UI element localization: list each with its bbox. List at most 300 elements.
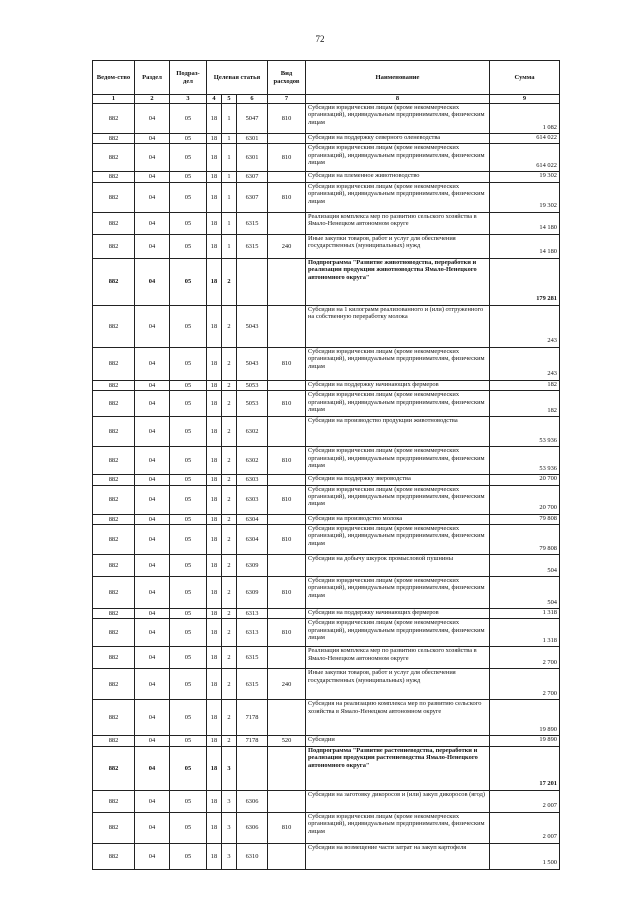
- subprogram-code-cell: 3: [222, 843, 237, 869]
- department-cell: 882: [93, 609, 135, 619]
- expense-type-cell: [268, 258, 306, 305]
- direction-code-cell: 6306: [237, 812, 268, 843]
- expense-type-cell: [268, 417, 306, 447]
- section-cell: 04: [135, 182, 170, 212]
- amount-cell: 79 808: [490, 514, 560, 524]
- program-code-cell: 18: [207, 447, 222, 475]
- expense-type-cell: [268, 647, 306, 669]
- name-cell: Субсидии на поддержку северного оленеводства: [306, 134, 490, 144]
- program-code-cell: 18: [207, 234, 222, 258]
- expense-type-cell: [268, 305, 306, 347]
- program-code-cell: 18: [207, 347, 222, 380]
- department-cell: 882: [93, 514, 135, 524]
- subsection-cell: 05: [170, 790, 207, 812]
- table-row: [93, 647, 560, 669]
- table-row: [93, 447, 560, 475]
- table-row: [93, 746, 560, 790]
- subsection-cell: 05: [170, 258, 207, 305]
- subsection-cell: 05: [170, 104, 207, 134]
- department-cell: 882: [93, 212, 135, 234]
- name-cell: Субсидии на поддержку начинающих фермеров: [306, 609, 490, 619]
- subprogram-code-cell: 3: [222, 790, 237, 812]
- name-cell: Субсидии юридическим лицам (кроме некоммерческих организаций), индивидуальным предпринимателям, физическим лицам: [306, 577, 490, 609]
- program-code-cell: 18: [207, 746, 222, 790]
- expense-type-cell: [268, 746, 306, 790]
- direction-code-cell: 6304: [237, 525, 268, 555]
- expense-type-cell: [268, 555, 306, 577]
- subprogram-code-cell: 1: [222, 234, 237, 258]
- department-cell: 882: [93, 485, 135, 514]
- name-cell: Субсидии на заготовку дикоросов и (или) закуп дикоросов (ягод): [306, 790, 490, 812]
- subprogram-code-cell: 2: [222, 258, 237, 305]
- table-row: [93, 609, 560, 619]
- section-cell: 04: [135, 647, 170, 669]
- department-cell: 882: [93, 234, 135, 258]
- expense-type-cell: [268, 790, 306, 812]
- section-cell: 04: [135, 380, 170, 390]
- program-code-cell: 18: [207, 485, 222, 514]
- amount-cell: 2 700: [490, 647, 560, 669]
- amount-cell: 53 936: [490, 417, 560, 447]
- section-cell: 04: [135, 104, 170, 134]
- subprogram-code-cell: 2: [222, 417, 237, 447]
- expense-type-cell: 810: [268, 104, 306, 134]
- column-number: 5: [222, 95, 237, 104]
- department-cell: 882: [93, 417, 135, 447]
- name-cell: Субсидии юридическим лицам (кроме некоммерческих организаций), индивидуальным предпринимателям, физическим лицам: [306, 182, 490, 212]
- name-cell: Субсидии на возмещение части затрат на закуп картофеля: [306, 843, 490, 869]
- subprogram-code-cell: 2: [222, 736, 237, 746]
- section-cell: 04: [135, 609, 170, 619]
- direction-code-cell: 6309: [237, 555, 268, 577]
- program-code-cell: 18: [207, 647, 222, 669]
- header-target-item: Целевая статья: [207, 61, 268, 95]
- subsection-cell: 05: [170, 234, 207, 258]
- subprogram-code-cell: 2: [222, 609, 237, 619]
- name-cell: Субсидии юридическим лицам (кроме некоммерческих организаций), индивидуальным предпринимателям, физическим лицам: [306, 347, 490, 380]
- direction-code-cell: 6303: [237, 475, 268, 485]
- name-cell: Субсидии юридическим лицам (кроме некоммерческих организаций), индивидуальным предпринимателям, физическим лицам: [306, 391, 490, 417]
- subprogram-code-cell: 1: [222, 134, 237, 144]
- name-cell: Субсидии юридическим лицам (кроме некоммерческих организаций), индивидуальным предпринимателям, физическим лицам: [306, 812, 490, 843]
- department-cell: 882: [93, 347, 135, 380]
- section-cell: 04: [135, 619, 170, 647]
- expense-type-cell: [268, 380, 306, 390]
- subsection-cell: 05: [170, 843, 207, 869]
- subsection-cell: 05: [170, 609, 207, 619]
- direction-code-cell: 5053: [237, 391, 268, 417]
- program-code-cell: 18: [207, 555, 222, 577]
- expense-type-cell: [268, 172, 306, 182]
- program-code-cell: 18: [207, 619, 222, 647]
- direction-code-cell: 6315: [237, 212, 268, 234]
- direction-code-cell: 6309: [237, 577, 268, 609]
- table-row: [93, 347, 560, 380]
- subprogram-code-cell: 1: [222, 172, 237, 182]
- subsection-cell: 05: [170, 305, 207, 347]
- table-row: [93, 700, 560, 736]
- program-code-cell: 18: [207, 134, 222, 144]
- direction-code-cell: 6310: [237, 843, 268, 869]
- section-cell: 04: [135, 746, 170, 790]
- expense-type-cell: [268, 700, 306, 736]
- expense-type-cell: 240: [268, 234, 306, 258]
- name-cell: Субсидии на племенное животноводство: [306, 172, 490, 182]
- amount-cell: 19 890: [490, 736, 560, 746]
- subsection-cell: 05: [170, 417, 207, 447]
- name-cell: Субсидии на поддержку начинающих фермеров: [306, 380, 490, 390]
- section-cell: 04: [135, 555, 170, 577]
- program-code-cell: 18: [207, 380, 222, 390]
- expense-type-cell: 810: [268, 812, 306, 843]
- table-row: [93, 104, 560, 134]
- department-cell: 882: [93, 647, 135, 669]
- column-number: 1: [93, 95, 135, 104]
- expense-type-cell: 810: [268, 182, 306, 212]
- subsection-cell: 05: [170, 525, 207, 555]
- name-cell: Субсидии: [306, 736, 490, 746]
- amount-cell: 53 936: [490, 447, 560, 475]
- department-cell: 882: [93, 380, 135, 390]
- name-cell: Субсидии юридическим лицам (кроме некоммерческих организаций), индивидуальным предпринимателям, физическим лицам: [306, 619, 490, 647]
- table-row: [93, 843, 560, 869]
- table-row: [93, 234, 560, 258]
- header-section: Раздел: [135, 61, 170, 95]
- name-cell: Субсидии юридическим лицам (кроме некоммерческих организаций), индивидуальным предпринимателям, физическим лицам: [306, 485, 490, 514]
- direction-code-cell: 5043: [237, 347, 268, 380]
- table-row: [93, 134, 560, 144]
- subprogram-code-cell: 3: [222, 812, 237, 843]
- section-cell: 04: [135, 172, 170, 182]
- name-cell: Субсидии на 1 килограмм реализованного и (или) отгруженного на собственную переработку молока: [306, 305, 490, 347]
- program-code-cell: 18: [207, 609, 222, 619]
- program-code-cell: 18: [207, 212, 222, 234]
- program-code-cell: 18: [207, 843, 222, 869]
- subprogram-code-cell: 1: [222, 144, 237, 172]
- table-row: [93, 417, 560, 447]
- subsection-cell: 05: [170, 746, 207, 790]
- header-department: Ведом-ство: [93, 61, 135, 95]
- amount-cell: 79 808: [490, 525, 560, 555]
- subsection-cell: 05: [170, 647, 207, 669]
- expense-type-cell: 810: [268, 485, 306, 514]
- program-code-cell: 18: [207, 790, 222, 812]
- amount-cell: 504: [490, 577, 560, 609]
- department-cell: 882: [93, 305, 135, 347]
- table-row: [93, 144, 560, 172]
- department-cell: 882: [93, 700, 135, 736]
- column-number: 8: [306, 95, 490, 104]
- subprogram-code-cell: 2: [222, 647, 237, 669]
- direction-code-cell: 6307: [237, 182, 268, 212]
- subsection-cell: 05: [170, 700, 207, 736]
- department-cell: 882: [93, 134, 135, 144]
- name-cell: Субсидии юридическим лицам (кроме некоммерческих организаций), индивидуальным предпринимателям, физическим лицам: [306, 525, 490, 555]
- section-cell: 04: [135, 700, 170, 736]
- column-number-row: [93, 95, 560, 104]
- direction-code-cell: 6303: [237, 485, 268, 514]
- table-row: [93, 172, 560, 182]
- table-row: [93, 577, 560, 609]
- subprogram-code-cell: 2: [222, 475, 237, 485]
- table-row: [93, 525, 560, 555]
- table-row: [93, 669, 560, 700]
- subsection-cell: 05: [170, 447, 207, 475]
- direction-code-cell: 5043: [237, 305, 268, 347]
- subsection-cell: 05: [170, 736, 207, 746]
- direction-code-cell: 7178: [237, 700, 268, 736]
- direction-code-cell: 6301: [237, 134, 268, 144]
- subsection-cell: 05: [170, 182, 207, 212]
- program-code-cell: 18: [207, 514, 222, 524]
- direction-code-cell: 6302: [237, 417, 268, 447]
- amount-cell: 2 700: [490, 669, 560, 700]
- amount-cell: 182: [490, 391, 560, 417]
- amount-cell: 14 180: [490, 212, 560, 234]
- budget-table: [92, 60, 560, 870]
- direction-code-cell: 5047: [237, 104, 268, 134]
- section-cell: 04: [135, 577, 170, 609]
- program-code-cell: 18: [207, 305, 222, 347]
- subsection-cell: 05: [170, 577, 207, 609]
- name-cell: Субсидии юридическим лицам (кроме некоммерческих организаций), индивидуальным предпринимателям, физическим лицам: [306, 144, 490, 172]
- expense-type-cell: [268, 843, 306, 869]
- department-cell: 882: [93, 475, 135, 485]
- table-row: [93, 555, 560, 577]
- expense-type-cell: [268, 475, 306, 485]
- expense-type-cell: 810: [268, 347, 306, 380]
- table-row: [93, 391, 560, 417]
- direction-code-cell: 6315: [237, 234, 268, 258]
- expense-type-cell: 810: [268, 447, 306, 475]
- subsection-cell: 05: [170, 812, 207, 843]
- expense-type-cell: 240: [268, 669, 306, 700]
- expense-type-cell: 810: [268, 525, 306, 555]
- department-cell: 882: [93, 391, 135, 417]
- amount-cell: 614 022: [490, 144, 560, 172]
- name-cell: Подпрограмма "Развитие растениеводства, переработки и реализации продукции растениеводства Ямало-Ненецкого автономного округа": [306, 746, 490, 790]
- subprogram-code-cell: 2: [222, 380, 237, 390]
- table-row: [93, 182, 560, 212]
- expense-type-cell: [268, 514, 306, 524]
- department-cell: 882: [93, 790, 135, 812]
- direction-code-cell: 6313: [237, 619, 268, 647]
- name-cell: Субсидии на производство продукции животноводства: [306, 417, 490, 447]
- name-cell: Подпрограмма "Развитие животноводства, переработки и реализации продукции животноводства Ямало-Ненецкого автономного округа": [306, 258, 490, 305]
- table-row: [93, 514, 560, 524]
- table-row: [93, 212, 560, 234]
- expense-type-cell: 810: [268, 144, 306, 172]
- direction-code-cell: 6307: [237, 172, 268, 182]
- section-cell: 04: [135, 514, 170, 524]
- department-cell: 882: [93, 736, 135, 746]
- amount-cell: 2 007: [490, 790, 560, 812]
- program-code-cell: 18: [207, 700, 222, 736]
- table-row: [93, 258, 560, 305]
- department-cell: 882: [93, 812, 135, 843]
- direction-code-cell: 6315: [237, 669, 268, 700]
- subprogram-code-cell: 2: [222, 447, 237, 475]
- name-cell: Субсидии юридическим лицам (кроме некоммерческих организаций), индивидуальным предпринимателям, физическим лицам: [306, 104, 490, 134]
- section-cell: 04: [135, 234, 170, 258]
- subprogram-code-cell: 2: [222, 391, 237, 417]
- department-cell: 882: [93, 746, 135, 790]
- program-code-cell: 18: [207, 391, 222, 417]
- amount-cell: 179 281: [490, 258, 560, 305]
- direction-code-cell: [237, 746, 268, 790]
- subprogram-code-cell: 2: [222, 669, 237, 700]
- section-cell: 04: [135, 212, 170, 234]
- department-cell: 882: [93, 669, 135, 700]
- subsection-cell: 05: [170, 619, 207, 647]
- program-code-cell: 18: [207, 172, 222, 182]
- amount-cell: 243: [490, 347, 560, 380]
- direction-code-cell: 6306: [237, 790, 268, 812]
- section-cell: 04: [135, 134, 170, 144]
- subsection-cell: 05: [170, 347, 207, 380]
- subprogram-code-cell: 2: [222, 619, 237, 647]
- amount-cell: 14 180: [490, 234, 560, 258]
- program-code-cell: 18: [207, 104, 222, 134]
- table-row: [93, 790, 560, 812]
- section-cell: 04: [135, 447, 170, 475]
- subprogram-code-cell: 2: [222, 525, 237, 555]
- amount-cell: 243: [490, 305, 560, 347]
- direction-code-cell: 6315: [237, 647, 268, 669]
- amount-cell: 182: [490, 380, 560, 390]
- section-cell: 04: [135, 347, 170, 380]
- name-cell: Субсидии на производство молока: [306, 514, 490, 524]
- direction-code-cell: 6313: [237, 609, 268, 619]
- section-cell: 04: [135, 736, 170, 746]
- direction-code-cell: 6302: [237, 447, 268, 475]
- subsection-cell: 05: [170, 134, 207, 144]
- expense-type-cell: 810: [268, 391, 306, 417]
- amount-cell: 504: [490, 555, 560, 577]
- department-cell: 882: [93, 525, 135, 555]
- amount-cell: 20 700: [490, 485, 560, 514]
- section-cell: 04: [135, 812, 170, 843]
- column-number: 4: [207, 95, 222, 104]
- table-row: [93, 485, 560, 514]
- amount-cell: 614 022: [490, 134, 560, 144]
- name-cell: Иные закупки товаров, работ и услуг для обеспечения государственных (муниципальных) нужд: [306, 234, 490, 258]
- subprogram-code-cell: 2: [222, 347, 237, 380]
- section-cell: 04: [135, 258, 170, 305]
- department-cell: 882: [93, 182, 135, 212]
- subprogram-code-cell: 3: [222, 746, 237, 790]
- subsection-cell: 05: [170, 475, 207, 485]
- name-cell: Реализация комплекса мер по развитию сельского хозяйства в Ямало-Ненецком автономном округе: [306, 647, 490, 669]
- subprogram-code-cell: 2: [222, 555, 237, 577]
- amount-cell: 1 500: [490, 843, 560, 869]
- subsection-cell: 05: [170, 380, 207, 390]
- section-cell: 04: [135, 144, 170, 172]
- subsection-cell: 05: [170, 514, 207, 524]
- program-code-cell: 18: [207, 417, 222, 447]
- expense-type-cell: [268, 212, 306, 234]
- department-cell: 882: [93, 555, 135, 577]
- department-cell: 882: [93, 619, 135, 647]
- subsection-cell: 05: [170, 144, 207, 172]
- subprogram-code-cell: 2: [222, 305, 237, 347]
- expense-type-cell: 810: [268, 619, 306, 647]
- name-cell: Субсидии юридическим лицам (кроме некоммерческих организаций), индивидуальным предпринимателям, физическим лицам: [306, 447, 490, 475]
- amount-cell: 19 302: [490, 172, 560, 182]
- table-row: [93, 619, 560, 647]
- amount-cell: 1 318: [490, 609, 560, 619]
- header-amount: Сумма: [490, 61, 560, 95]
- table-row: [93, 736, 560, 746]
- direction-code-cell: 6304: [237, 514, 268, 524]
- subsection-cell: 05: [170, 172, 207, 182]
- header-name: Наименование: [306, 61, 490, 95]
- subprogram-code-cell: 2: [222, 577, 237, 609]
- direction-code-cell: 7178: [237, 736, 268, 746]
- section-cell: 04: [135, 843, 170, 869]
- subsection-cell: 05: [170, 391, 207, 417]
- header-row: [93, 61, 560, 95]
- program-code-cell: 18: [207, 258, 222, 305]
- name-cell: Реализация комплекса мер по развитию сельского хозяйства в Ямало-Ненецком автономном округе: [306, 212, 490, 234]
- direction-code-cell: 5053: [237, 380, 268, 390]
- department-cell: 882: [93, 258, 135, 305]
- amount-cell: 2 007: [490, 812, 560, 843]
- department-cell: 882: [93, 104, 135, 134]
- subsection-cell: 05: [170, 669, 207, 700]
- amount-cell: 19 302: [490, 182, 560, 212]
- department-cell: 882: [93, 144, 135, 172]
- table-row: [93, 380, 560, 390]
- program-code-cell: 18: [207, 182, 222, 212]
- section-cell: 04: [135, 790, 170, 812]
- expense-type-cell: 810: [268, 577, 306, 609]
- department-cell: 882: [93, 172, 135, 182]
- subprogram-code-cell: 1: [222, 182, 237, 212]
- subsection-cell: 05: [170, 485, 207, 514]
- subprogram-code-cell: 1: [222, 104, 237, 134]
- amount-cell: 19 890: [490, 700, 560, 736]
- program-code-cell: 18: [207, 736, 222, 746]
- section-cell: 04: [135, 669, 170, 700]
- amount-cell: 17 201: [490, 746, 560, 790]
- department-cell: 882: [93, 843, 135, 869]
- table-row: [93, 812, 560, 843]
- section-cell: 04: [135, 391, 170, 417]
- name-cell: Субсидии на добычу шкурок промысловой пушнины: [306, 555, 490, 577]
- subprogram-code-cell: 2: [222, 485, 237, 514]
- amount-cell: 1 318: [490, 619, 560, 647]
- name-cell: Субсидии на поддержку звероводства: [306, 475, 490, 485]
- department-cell: 882: [93, 577, 135, 609]
- table-row: [93, 475, 560, 485]
- subprogram-code-cell: 2: [222, 700, 237, 736]
- program-code-cell: 18: [207, 144, 222, 172]
- program-code-cell: 18: [207, 577, 222, 609]
- name-cell: Иные закупки товаров, работ и услуг для обеспечения государственных (муниципальных) нужд: [306, 669, 490, 700]
- subsection-cell: 05: [170, 212, 207, 234]
- header-subsection: Подраз-дел: [170, 61, 207, 95]
- expense-type-cell: 520: [268, 736, 306, 746]
- program-code-cell: 18: [207, 525, 222, 555]
- column-number: 9: [490, 95, 560, 104]
- program-code-cell: 18: [207, 812, 222, 843]
- section-cell: 04: [135, 475, 170, 485]
- table-row: [93, 305, 560, 347]
- subsection-cell: 05: [170, 555, 207, 577]
- section-cell: 04: [135, 525, 170, 555]
- section-cell: 04: [135, 417, 170, 447]
